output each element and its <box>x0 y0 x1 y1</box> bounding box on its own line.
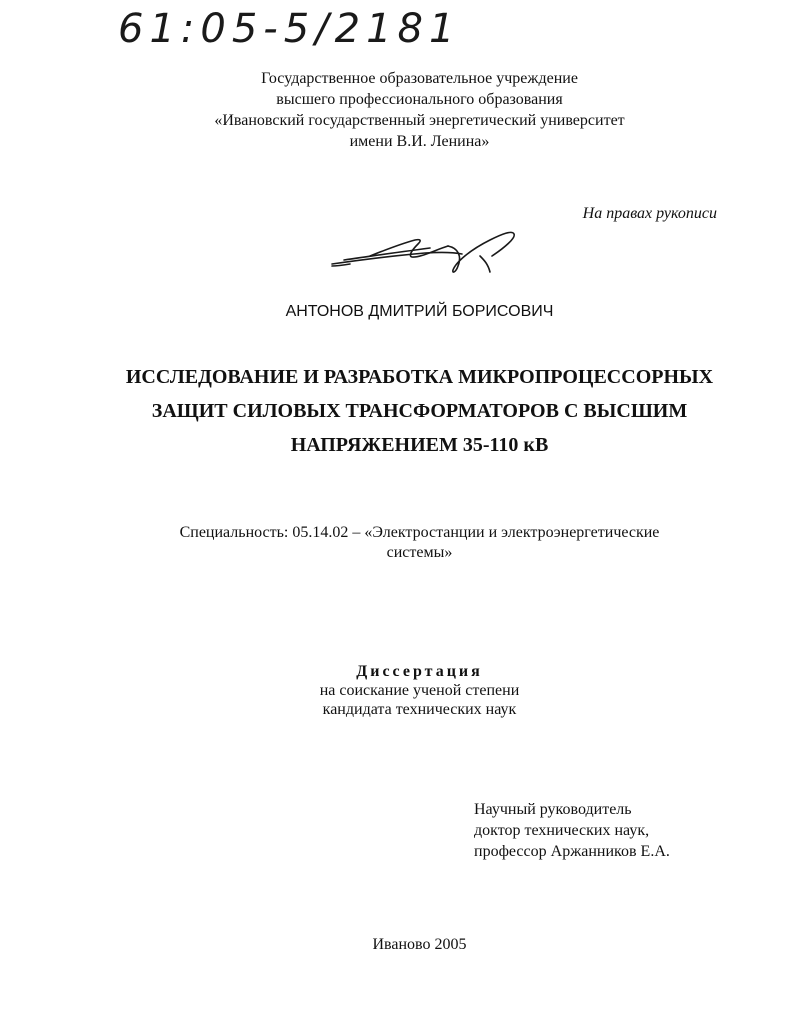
city-year: Иваново 2005 <box>372 936 467 953</box>
title-line-2: ЗАЩИТ СИЛОВЫХ ТРАНСФОРМАТОРОВ С ВЫСШИМ <box>151 400 688 422</box>
supervisor-line-1: Научный руководитель <box>474 801 632 818</box>
institution-line-4: имени В.И. Ленина» <box>349 133 490 150</box>
handwritten-code-text: 61:05-5/2181 <box>118 6 461 52</box>
supervisor-line-2: доктор технических наук, <box>474 822 650 839</box>
supervisor-line-3: профессор Аржанников Е.А. <box>474 843 670 860</box>
author-signature <box>330 226 520 278</box>
specialty-line-1: Специальность: 05.14.02 – «Электростанции и электроэнергетические <box>179 524 660 541</box>
signature-image <box>330 226 520 278</box>
institution-line-2: высшего профессионального образования <box>276 91 563 108</box>
supervisor-block <box>474 799 670 862</box>
dissertation-heading: Диссертация <box>356 663 483 680</box>
rights-note: На правах рукописи <box>582 205 717 222</box>
handwritten-code-image <box>116 2 496 54</box>
handwritten-catalog-code <box>116 2 496 54</box>
dissertation-line-2: кандидата технических наук <box>322 701 517 718</box>
author-name: АНТОНОВ ДМИТРИЙ БОРИСОВИЧ <box>285 303 554 320</box>
specialty-line-2: системы» <box>386 544 453 561</box>
dissertation-block <box>0 662 791 719</box>
title-line-1: ИССЛЕДОВАНИЕ И РАЗРАБОТКА МИКРОПРОЦЕССОРНЫХ <box>125 366 714 388</box>
title-line-3: НАПРЯЖЕНИЕМ 35-110 кВ <box>290 434 549 456</box>
dissertation-line-1: на соискание ученой степени <box>319 682 520 699</box>
institution-line-1: Государственное образовательное учреждение <box>261 70 578 87</box>
dissertation-title <box>0 360 791 462</box>
specialty-block <box>0 523 791 563</box>
institution-line-3: «Ивановский государственный энергетический университет <box>214 112 625 129</box>
institution-block <box>0 68 791 152</box>
